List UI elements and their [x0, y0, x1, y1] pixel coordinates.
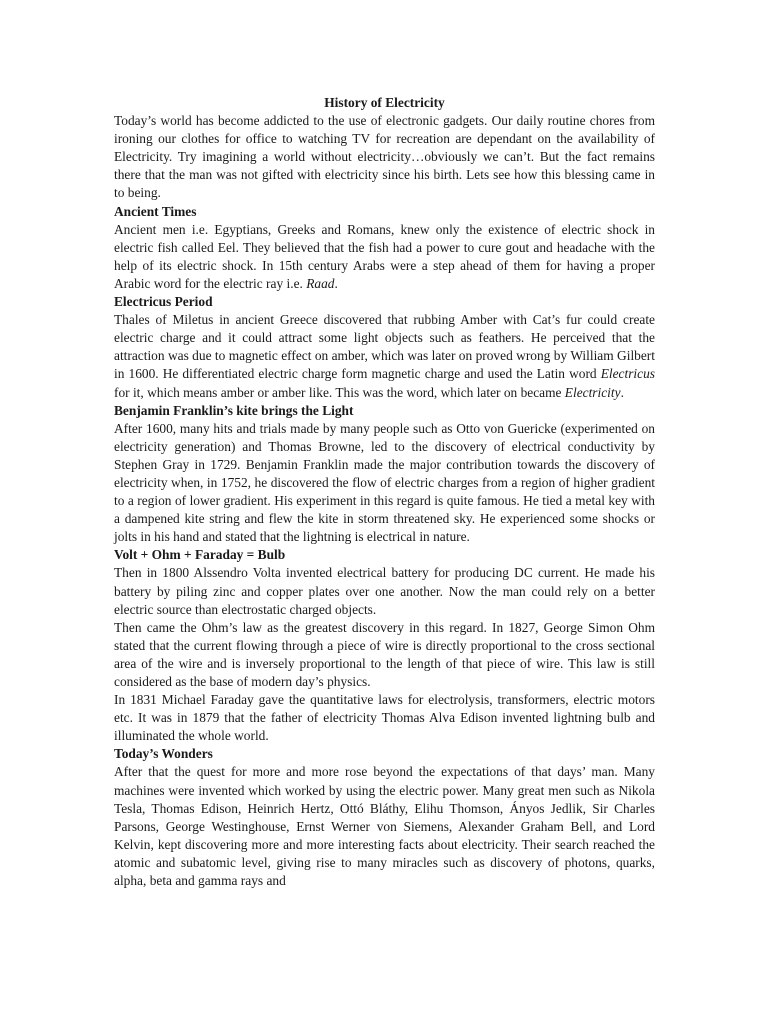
- electricus-text-2: for it, which means amber or amber like. This was the word, which later on became: [114, 384, 565, 400]
- ancient-end: .: [334, 275, 338, 291]
- paragraph-ohm: Then came the Ohm’s law as the greatest discovery in this regard. In 1827, George Simon Ohm stated that the current flowing through a piece of wire is directly proportional to the cross sectional area of the wire and is inversely proportional to the length of that piece of wire. This law is still considered as the base of modern day’s physics.: [114, 619, 655, 689]
- heading-franklin-kite: Benjamin Franklin’s kite brings the Light: [114, 402, 354, 418]
- paragraph-electricus-period: [114, 311, 655, 401]
- document-title: History of Electricity: [324, 95, 445, 110]
- electricity-word: Electricity: [564, 384, 621, 400]
- intro-paragraph: Today’s world has become addicted to the use of electronic gadgets. Our daily routine chores from ironing our clothes for office to watching TV for recreation are dependant on the availability of Electricity. Try imagining a world without electricity…obviously we can’t. But the fact remains there that the man was not gifted with electricity since his birth. Lets see how this blessing came in to being.: [114, 113, 655, 201]
- heading-ancient-times: Ancient Times: [114, 203, 197, 219]
- paragraph-todays-wonders: After that the quest for more and more rose beyond the expectations of that days’ man. Many machines were invented which worked by using the electric power. Many great men such as Nikola Tesla, Thomas Edison, Heinrich Hertz, Ottó Bláthy, Elihu Thomson, Ányos Jedlik, Sir Charles Parsons, George Westinghouse, Ernst Werner von Siemens, Alexander Graham Bell, and Lord Kelvin, kept discovering more and more interesting facts about electricity. Their search reached the atomic and subatomic level, giving rise to many miracles such as discovery of photons, quarks, alpha, beta and gamma rays and: [114, 764, 655, 889]
- heading-electricus-period: Electricus Period: [114, 294, 213, 310]
- heading-volt-ohm-faraday: Volt + Ohm + Faraday = Bulb: [114, 547, 286, 563]
- paragraph-ancient-times: [114, 221, 655, 293]
- paragraph-volta: Then in 1800 Alssendro Volta invented electrical battery for producing DC current. He made his battery by piling zinc and copper plates over one another. Now the man could rely on a better electric source than electrostatic charged objects.: [114, 565, 655, 617]
- electricus-word: Electricus: [600, 366, 655, 382]
- electricus-end: .: [620, 384, 624, 400]
- raad-word: Raad: [306, 275, 335, 291]
- paragraph-franklin-kite: After 1600, many hits and trials made by many people such as Otto von Guericke (experimented on electricity generation) and Thomas Browne, led to the discovery of electrical conductivity by Stephen Gray in 1729. Benjamin Franklin made the major contribution towards the discovery of electricity when, in 1752, he discovered the flow of electric charges from a region of higher gradient to a region of lower gradient. His experiment in this regard is quite famous. He tied a metal key with a dampened kite string and flew the kite in storm threatened sky. He experienced some shocks or jolts in his hand and stated that the lightning is electrical in nature.: [114, 420, 655, 545]
- document-page: [114, 94, 655, 890]
- electricus-text-1: Thales of Miletus in ancient Greece discovered that rubbing Amber with Cat’s fur could create electric charge and it could attract some light objects such as feathers. He perceived that the attraction was due to magnetic effect on amber, which was later on proved wrong by William Gilbert in 1600. He differentiated electric charge form magnetic charge and used the Latin word: [114, 312, 655, 382]
- paragraph-faraday: In 1831 Michael Faraday gave the quantitative laws for electrolysis, transformers, electric motors etc. It was in 1879 that the father of electricity Thomas Alva Edison invented lightning bulb and illuminated the whole world.: [114, 692, 655, 744]
- heading-todays-wonders: Today’s Wonders: [114, 746, 213, 762]
- ancient-text: Ancient men i.e. Egyptians, Greeks and Romans, knew only the existence of electric shock in electric fish called Eel. They believed that the fish had a power to cure gout and headache with the help of its electric shock. In 15th century Arabs were a step ahead of them for having a proper Arabic word for the electric ray i.e.: [114, 221, 655, 291]
